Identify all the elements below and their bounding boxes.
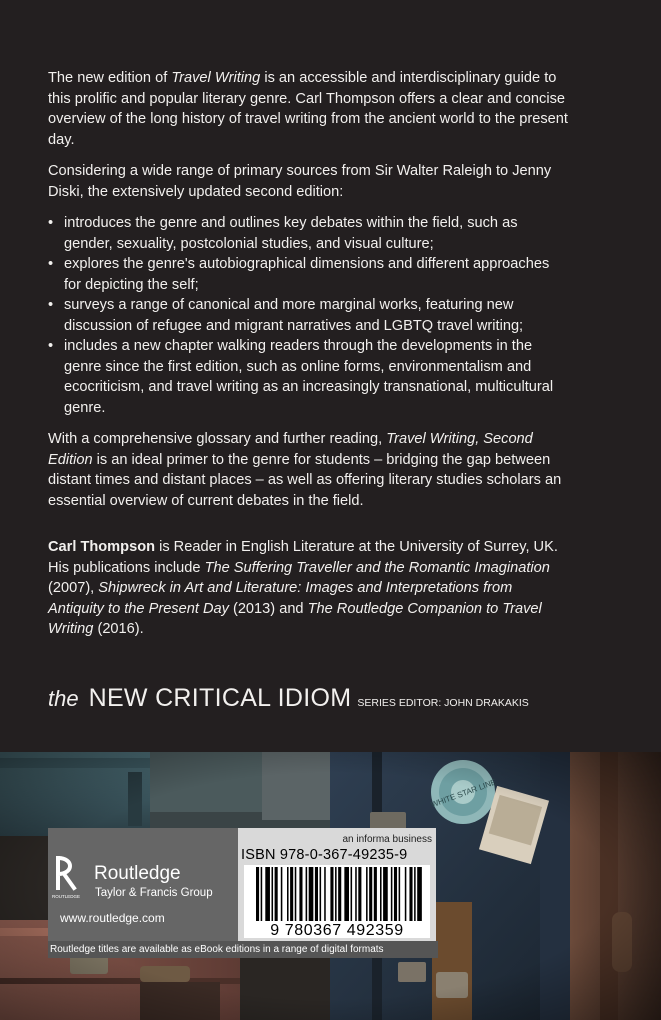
publisher-website[interactable]: www.routledge.com — [60, 911, 165, 925]
publication-title: Shipwreck in Art and Literature: Images and Interpretations from Antiquity to the Present Day — [48, 580, 513, 617]
barcode-bar — [344, 867, 349, 921]
intro-paragraph: The new edition of Travel Writing is an accessible and interdisciplinary guide to this prolific and popular literary genre. Carl Thompson offers a clear and concise overview of the long history of travel writing from the ancient world to the present day. — [48, 70, 568, 148]
barcode-bar — [320, 867, 322, 921]
barcode-bar — [299, 867, 302, 921]
barcode-bar — [309, 867, 314, 921]
barcode-bar — [287, 867, 289, 921]
barcode-bar — [417, 867, 422, 921]
informa-tagline: an informa business — [342, 834, 432, 845]
barcode-bar — [272, 867, 274, 921]
publication-title: The Suffering Traveller and the Romantic Imagination — [204, 559, 550, 576]
barcode-bar — [366, 867, 368, 921]
barcode — [244, 865, 430, 938]
series-name: NEW CRITICAL IDIOM — [88, 684, 352, 712]
book-title: Travel Writing, Second Edition — [48, 431, 533, 468]
barcode-bar — [338, 867, 341, 921]
series-editor: SERIES EDITOR: JOHN DRAKAKIS — [357, 697, 529, 709]
ebook-notice: Routledge titles are available as eBook editions in a range of digital formats — [48, 941, 438, 958]
sources-paragraph: Considering a wide range of primary sources from Sir Walter Raleigh to Jenny Diski, the extensively updated second edition: — [48, 163, 552, 200]
barcode-bar — [355, 867, 357, 921]
routledge-logo-icon — [52, 854, 80, 900]
barcode-bar — [351, 867, 353, 921]
barcode-bar — [306, 867, 308, 921]
summary-paragraph: With a comprehensive glossary and further reading, Travel Writing, Second Edition is an ideal primer to the genre for students – bridging the gap between distant times and distant places – as well as offering literary studies scholars an essential overview of current debates in the field. — [48, 431, 562, 509]
publication-title: The Routledge Companion to Travel Writing — [48, 600, 542, 637]
publisher-group: Taylor & Francis Group — [95, 887, 213, 899]
barcode-bar — [405, 867, 407, 921]
barcode-bar — [380, 867, 382, 921]
barcode-bar — [383, 867, 388, 921]
barcode-bar — [295, 867, 297, 921]
publisher-panel — [48, 828, 238, 941]
barcode-bar — [394, 867, 397, 921]
isbn-label: ISBN 978-0-367-49235-9 — [241, 847, 408, 863]
book-title: Travel Writing — [171, 70, 261, 86]
barcode-bar — [409, 867, 412, 921]
barcode-bar — [414, 867, 416, 921]
barcode-bar — [358, 867, 361, 921]
series-article: the — [48, 686, 79, 711]
publisher-name: Routledge — [94, 863, 181, 884]
barcode-bar — [275, 867, 278, 921]
back-cover-blurb — [48, 68, 568, 651]
barcode-bar — [315, 867, 318, 921]
barcode-bar — [324, 867, 326, 921]
author-name: Carl Thompson — [48, 539, 156, 555]
barcode-bar — [265, 867, 270, 921]
barcode-bar — [399, 867, 401, 921]
feature-list — [48, 213, 568, 418]
publisher-isbn-panel — [48, 828, 436, 958]
barcode-bar — [335, 867, 337, 921]
list-item: • includes a new chapter walking readers through the developments in the genre since the first edition, such as online forms, environmentalism and ecocriticism, and travel writing as an increasingly transnational, multicultural genre. — [48, 336, 568, 418]
barcode-bar — [330, 867, 333, 921]
barcode-bar — [391, 867, 393, 921]
barcode-bar — [261, 867, 263, 921]
logo-wordmark: ROUTLEDGE — [52, 894, 80, 899]
list-item: • surveys a range of canonical and more marginal works, featuring new discussion of refugee and migrant narratives and LGBTQ travel writing; — [48, 295, 568, 336]
barcode-bar — [281, 867, 283, 921]
barcode-bar — [256, 867, 259, 921]
author-bio: Carl Thompson is Reader in English Literature at the University of Surrey, UK. His publications include The Suffering Traveller and the Romantic Imagination (2007), Shipwreck in Art and Literature: Images and Interpretations from Antiquity to the Present Day (2013) and The Routledge Companion to Travel Writing (2016). — [48, 539, 558, 637]
barcode-bars — [244, 865, 430, 925]
barcode-digits: 9 780367 492359 — [270, 922, 404, 939]
barcode-bar — [374, 867, 377, 921]
barcode-bar — [290, 867, 293, 921]
list-item: • introduces the genre and outlines key debates within the field, such as gender, sexuality, postcolonial studies, and visual culture; — [48, 213, 568, 254]
list-item: • explores the genre's autobiographical dimensions and different approaches for depicting the self; — [48, 254, 568, 295]
series-title — [48, 684, 648, 713]
barcode-bar — [369, 867, 372, 921]
